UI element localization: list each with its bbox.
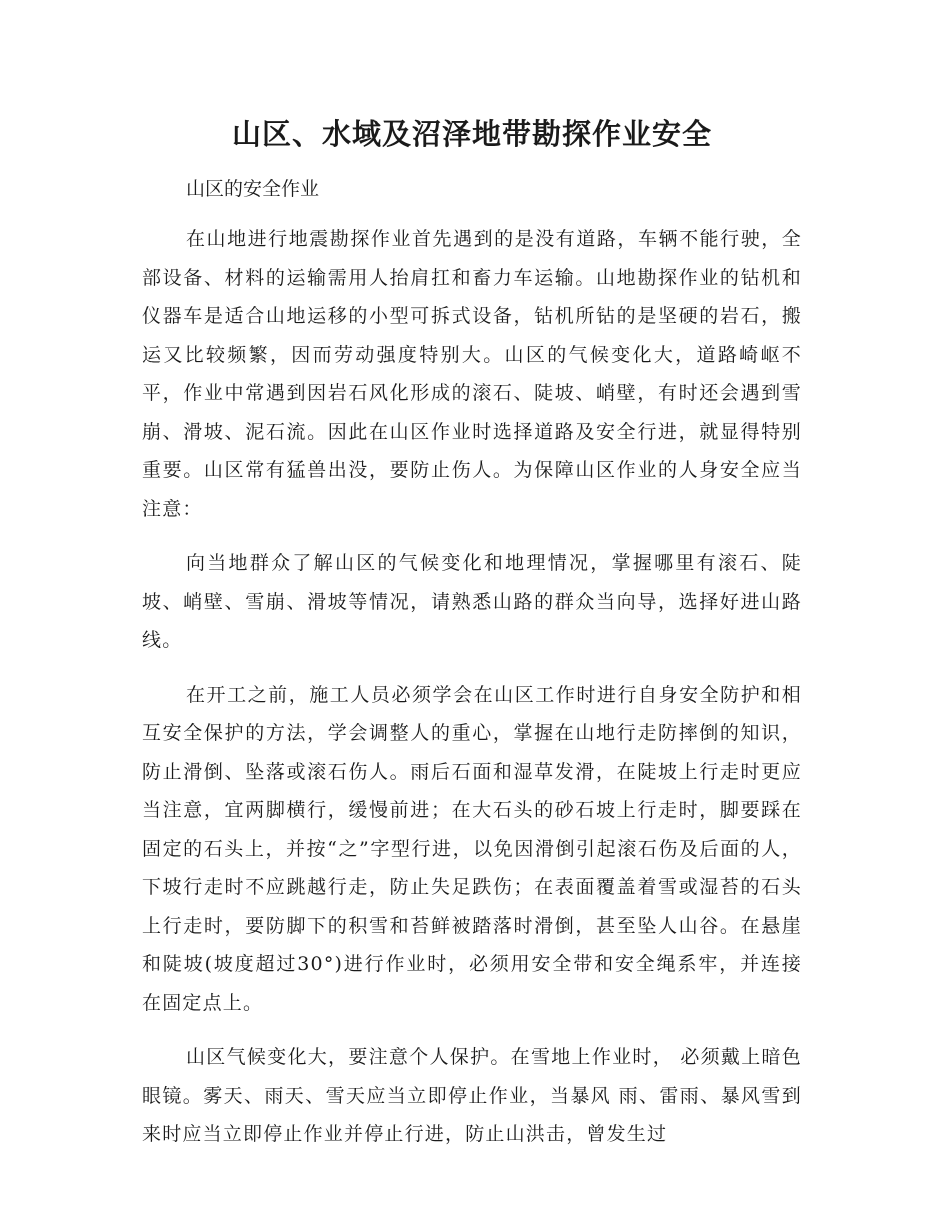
document-page: [142, 112, 802, 1170]
section-heading: 山区的安全作业: [186, 178, 320, 200]
paragraph-weather: 山区气候变化大，要注意个人保护。在雪地上作业时， 必须戴上暗色眼镜。雾天、雨天、雪天应当立即停止作业，当暴风 雨、雷雨、暴风雪到来时应当立即停止作业并停止行进，防止山洪击，曾发生过: [142, 1046, 802, 1145]
paragraph-safety-methods: 在开工之前，施工人员必须学会在山区工作时进行自身安全防护和相互安全保护的方法，学会调整人的重心，掌握在山地行走防摔倒的知识，防止滑倒、坠落或滚石伤人。雨后石面和湿草发滑，在陡坡上行走时更应当注意，宜两脚横行，缓慢前进；在大石头的砂石坡上行走时，脚要踩在固定的石头上，并按“之”字型行进，以免因滑倒引起滚石伤及后面的人，下坡行走时不应跳越行走，防止失足跌伤；在表面覆盖着雪或湿苔的石头上行走时，要防脚下的积雪和苔鲜被踏落时滑倒，甚至坠人山谷。在悬崖和陡坡(坡度超过30°)进行作业时，必须用安全带和安全绳系牢，并连接在固定点上。: [142, 683, 802, 1014]
paragraph-intro: 在山地进行地震勘探作业首先遇到的是没有道路，车辆不能行驶，全部设备、材料的运输需用人抬肩扛和畜力车运输。山地勘探作业的钻机和仪器车是适合山地运移的小型可拆式设备，钻机所钻的是坚硬的岩石，搬运又比较频繁，因而劳动强度特别大。山区的气候变化大，道路崎岖不平，作业中常遇到因岩石风化形成的滚石、陡坡、峭壁，有时还会遇到雪崩、滑坡、泥石流。因此在山区作业时选择道路及安全行进，就显得特别重要。山区常有猛兽出没，要防止伤人。为保障山区作业的人身安全应当注意：: [142, 228, 802, 520]
paragraph-local-info: 向当地群众了解山区的气候变化和地理情况，掌握哪里有滚石、陡坡、峭壁、雪崩、滑坡等情况，请熟悉山路的群众当向导，选择好进山路线。: [142, 552, 802, 651]
document-title: 山区、水域及沼泽地带勘探作业安全: [231, 117, 712, 151]
